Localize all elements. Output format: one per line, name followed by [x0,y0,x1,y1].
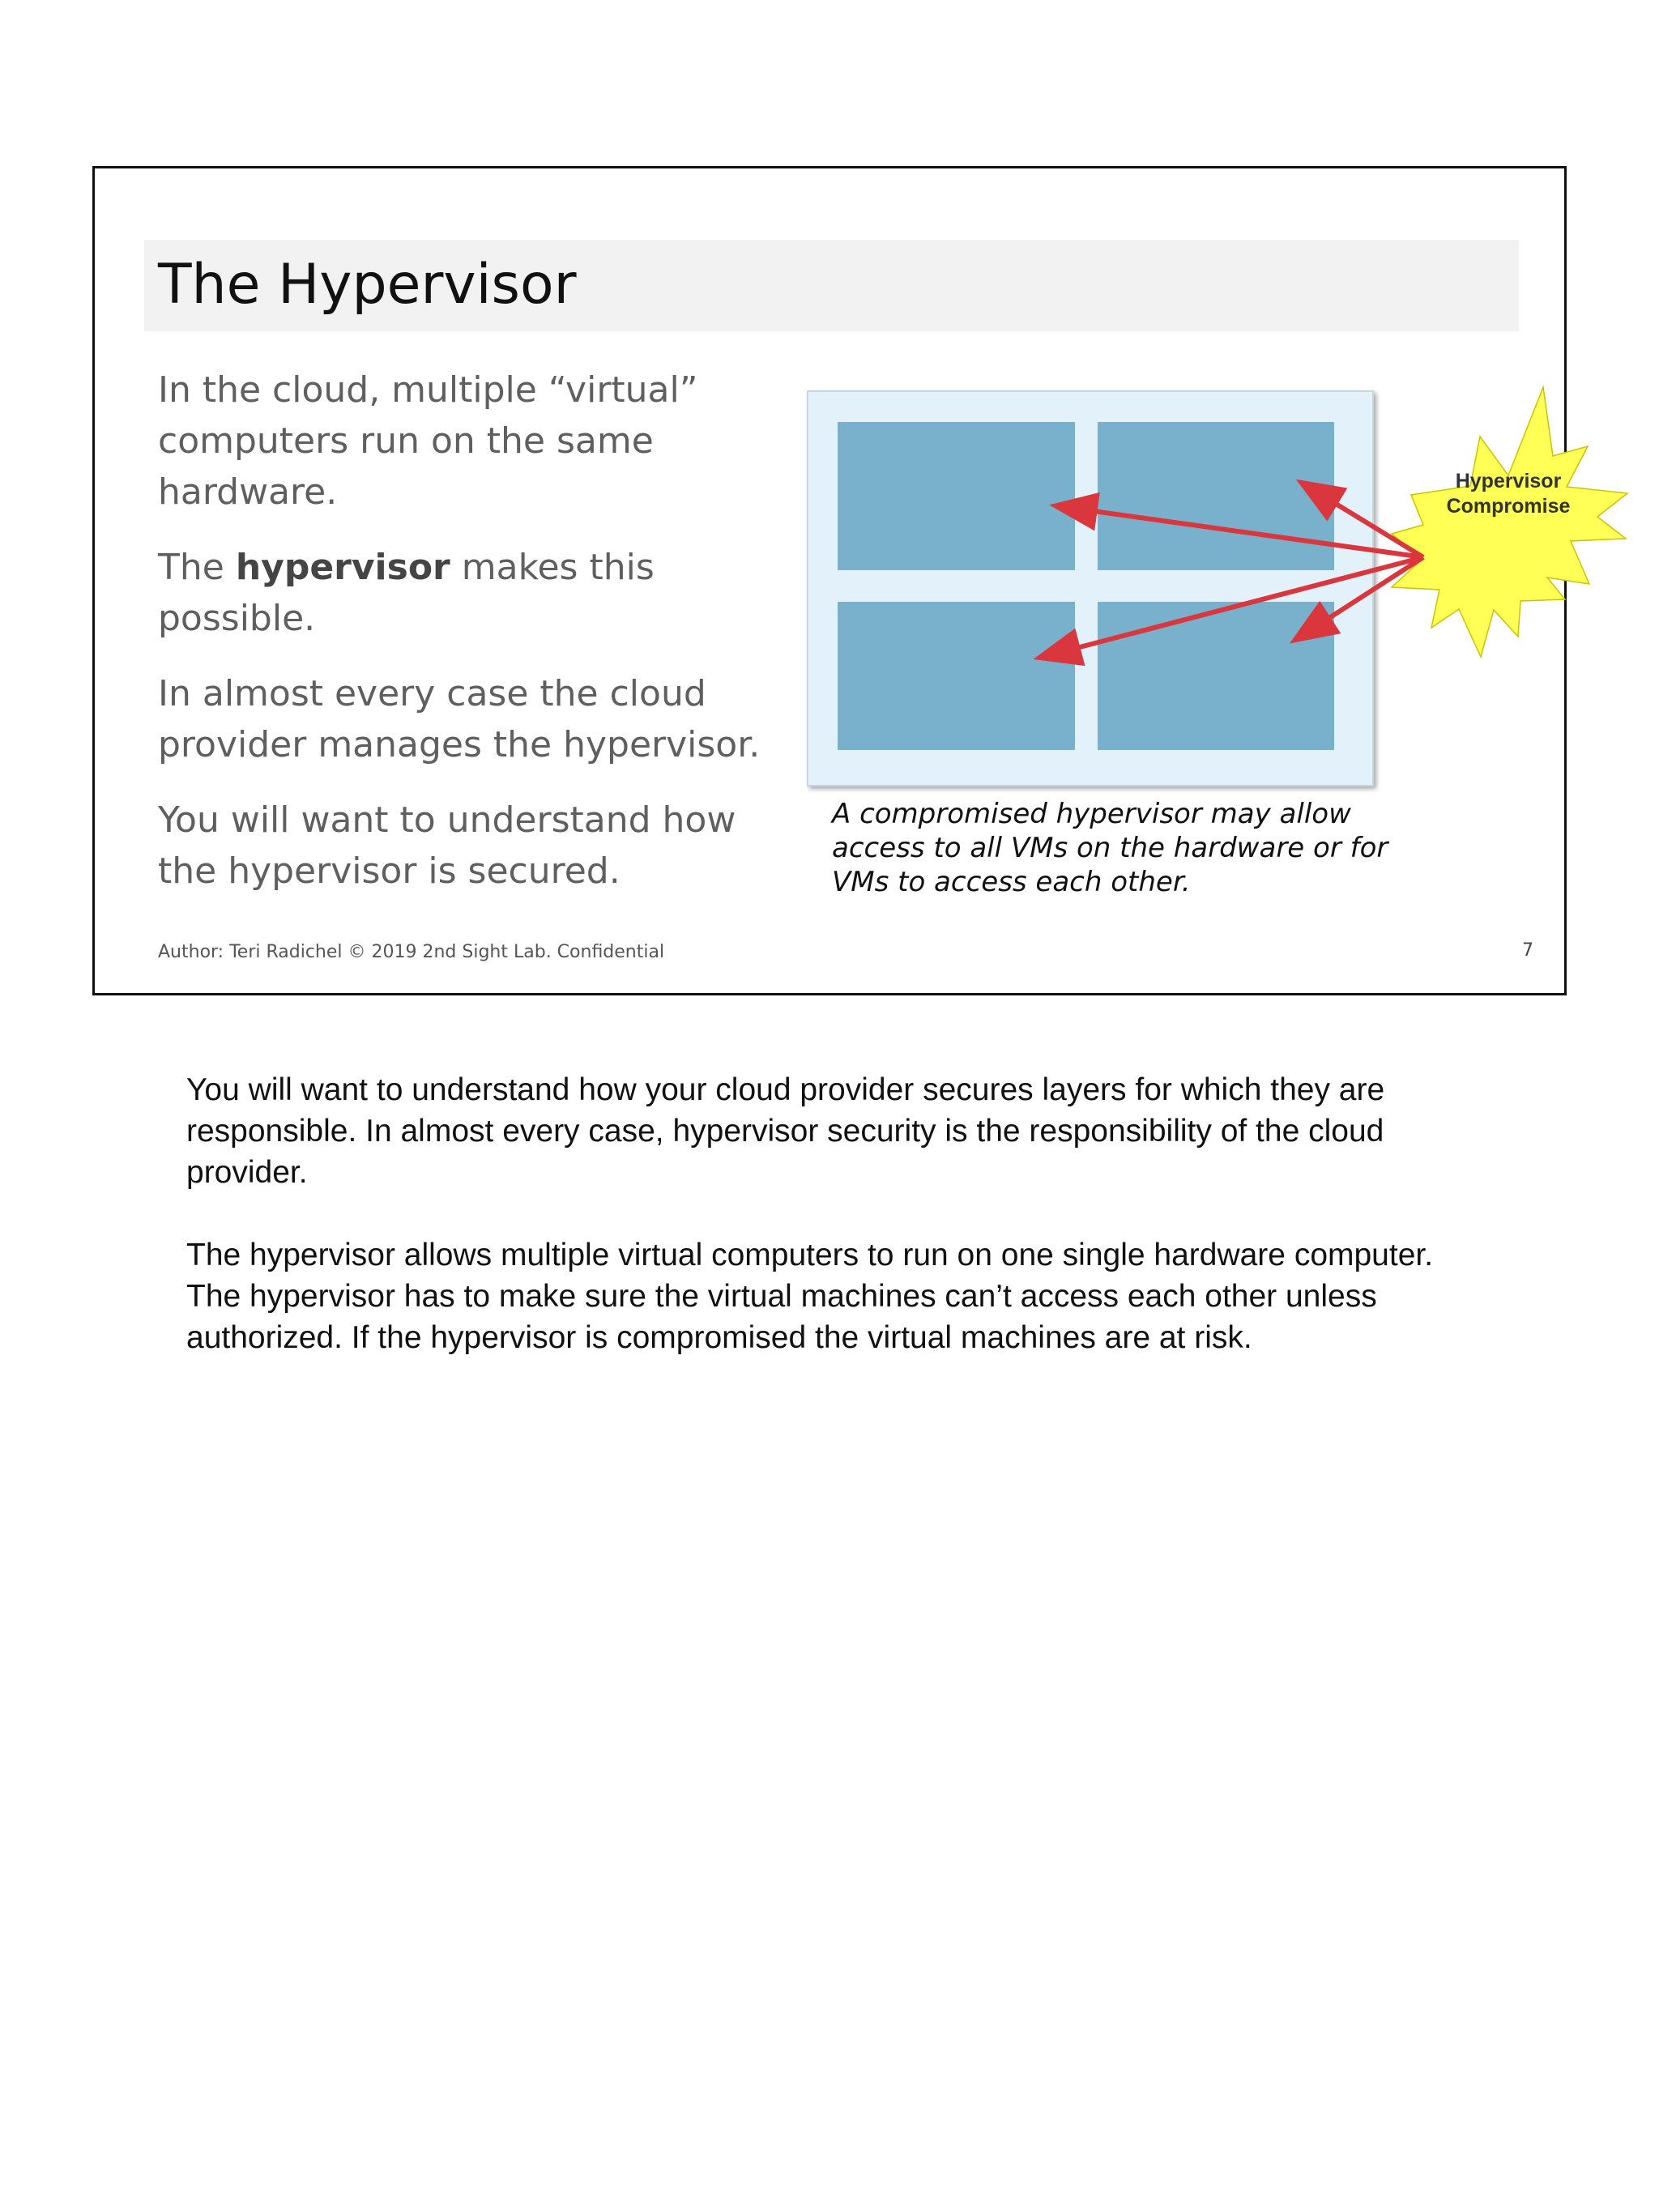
speaker-notes [186,1069,1491,1400]
vm-box-top-right [1098,422,1334,570]
burst-label-line1: Hypervisor [1455,470,1562,492]
page-number: 7 [1522,940,1533,961]
footer-author: Author: Teri Radichel © 2019 2nd Sight Lab. Confidential [158,942,665,962]
vm-box-bottom-left [838,602,1075,750]
vm-box-top-left [838,422,1075,570]
notes-paragraph-2: The hypervisor allows multiple virtual computers to run on one single hardware computer. The hypervisor has to make sure the virtual machines can’t access each other unless authorized. If the hypervisor is compromised the virtual machines are at risk. [186,1238,1434,1355]
slide [92,166,1571,995]
bullet-2-post: makes this possible. [158,547,655,639]
caption-line-1: A compromised hypervisor may allow [832,798,1351,830]
compromise-burst-icon [1392,387,1627,657]
bullet-2-pre: The [158,547,236,588]
bullet-2-bold: hypervisor [235,547,450,588]
bullet-4: You will want to understand how the hypervisor is secured. [158,799,736,892]
caption-line-3: VMs to access each other. [832,866,1191,898]
notes-paragraph-1: You will want to understand how your cloud provider secures layers for which they are responsible. In almost every case, hypervisor security is the responsibility of the cloud provider. [186,1072,1385,1190]
burst-label-line2: Compromise [1446,495,1571,518]
vm-box-bottom-right [1098,602,1334,750]
bullet-list [158,364,790,921]
diagram-caption [832,797,1399,899]
hypervisor-diagram [791,375,1634,861]
bullet-2 [158,542,790,644]
title-bar [144,240,1519,331]
slide-title: The Hypervisor [158,253,577,317]
bullet-1: In the cloud, multiple “virtual” computers run on the same hardware. [158,369,698,513]
bullet-3: In almost every case the cloud provider manages the hypervisor. [158,673,761,765]
caption-line-2: access to all VMs on the hardware or for [832,832,1388,864]
